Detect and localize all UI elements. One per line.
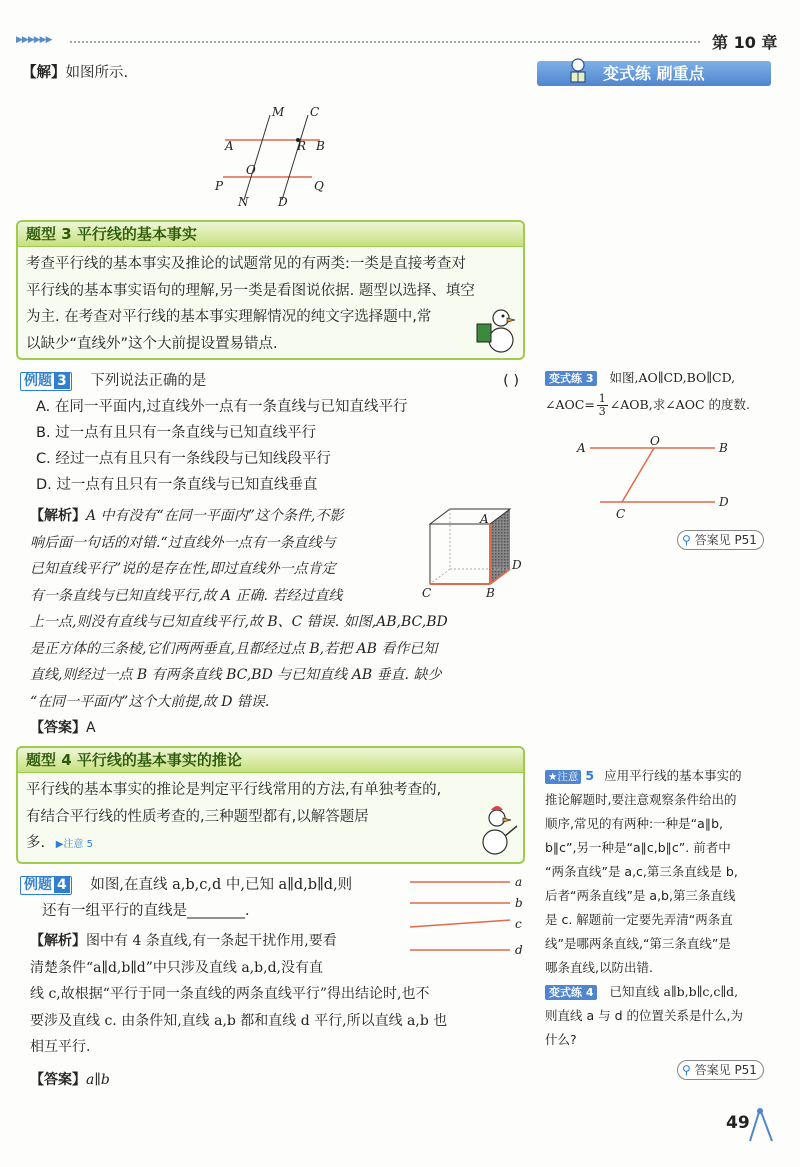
- answer-value: A: [86, 720, 96, 736]
- variant-4-line: 已知直线 a∥b,b∥c,c∥d,: [609, 984, 739, 999]
- variant-4-line: 则直线 a 与 d 的位置关系是什么,为: [545, 1008, 743, 1023]
- line-c: [410, 920, 510, 927]
- type-3-line: 以缺少“直线外”这个大前提设置易错点.: [26, 335, 278, 352]
- line-label-c: c: [515, 917, 522, 931]
- variant-3-label: 变式练 3: [545, 371, 597, 386]
- analysis-line: 响后面一句话的对错.“过直线外一点有一条直线与: [30, 534, 336, 551]
- key-icon: ⚲: [682, 533, 691, 547]
- type-3-line: 为主. 在考查对平行线的基本事实理解情况的纯文字选择题中,常: [26, 309, 432, 325]
- line-cd: [282, 115, 308, 200]
- label-n: N: [238, 195, 249, 209]
- page-number: 49: [726, 1113, 750, 1133]
- note-5-line: “两条直线”是 a,c,第三条直线是 b,: [545, 864, 738, 879]
- note-5-reference-link[interactable]: ▶注意 5: [55, 839, 93, 850]
- type-3-line: 考查平行线的基本事实及推论的试题常见的有两类:一类是直接考查对: [26, 256, 466, 272]
- cube-label-a: A: [480, 512, 489, 526]
- cube-label-b: B: [486, 586, 495, 600]
- line-label-d: d: [515, 943, 523, 957]
- example-4-analysis: [30, 928, 525, 1093]
- variant-practice-banner: [537, 61, 771, 86]
- analysis-line: 已知直线平行”说的是存在性,即过直线外一点肯定: [30, 561, 336, 577]
- variant-4: [545, 980, 775, 1052]
- cube-shaded-face: [490, 509, 510, 584]
- variant-3-angle-eq: ∠AOC=: [545, 397, 595, 412]
- chapter-title: 第 10 章: [712, 33, 778, 52]
- note-5-line: 是 c. 解题前一定要先弄清“两条直: [545, 912, 733, 927]
- example-3: [20, 368, 525, 498]
- duck-reading-icon: [473, 302, 519, 354]
- label-q: Q: [314, 179, 324, 193]
- label-b: B: [316, 139, 325, 153]
- answer-ref-text: 答案见 P51: [694, 533, 757, 547]
- fraction-numerator: 1: [598, 391, 606, 405]
- answer-value: a∥b: [86, 1071, 110, 1088]
- fig-label-a: A: [577, 441, 586, 455]
- analysis-line: 要涉及直线 c. 由条件知,直线 a,b 都和直线 d 平行,所以直线 a,b 也: [30, 1012, 448, 1029]
- variant-3-figure: [570, 432, 750, 522]
- key-icon: ⚲: [682, 1063, 691, 1077]
- note-5-label: ★注意: [545, 770, 581, 784]
- analysis-line: 上一点,则没有直线与已知直线平行,故 B、C 错误. 如图,AB,BC,BD: [30, 614, 448, 630]
- variant-4-answer-ref[interactable]: [677, 1060, 764, 1080]
- note-5-number: 5: [585, 768, 595, 783]
- note-5: [545, 764, 775, 980]
- question-type-4-box: [16, 746, 525, 864]
- analysis-line: 是正方体的三条棱,它们两两垂直,且都经过点 B,若把 AB 看作已知: [30, 640, 438, 657]
- analysis-line: 直线,则经过一点 B 有两条直线 BC,BD 与已知直线 AB 垂直. 缺少: [30, 667, 442, 683]
- example-4-question-cont: 还有一组平行的直线是________.: [42, 903, 250, 919]
- note-5-line: 线”是哪两条直线,“第三条直线”是: [545, 936, 731, 951]
- note-5-line: b∥c”,另一种是“a∥c,b∥c”. 前者中: [545, 840, 731, 855]
- cube-label-d: D: [512, 558, 522, 572]
- note-5-line: 顺序,常见的有两种:一种是“a∥b,: [545, 816, 723, 831]
- line-label-a: a: [515, 875, 523, 889]
- intro-line: [22, 60, 128, 86]
- type-4-line: 平行线的基本事实的推论是判定平行线常用的方法,有单独考查的,: [26, 782, 442, 798]
- note-5-line: 应用平行线的基本事实的: [604, 768, 742, 783]
- note-5-line: 后者“两条直线”是 a,b,第三条直线: [545, 888, 736, 903]
- analysis-line: 有一条直线与已知直线平行,故 A 正确. 若经过直线: [30, 587, 343, 604]
- analysis-line: “在同一平面内”这个大前提,故 D 错误.: [30, 693, 270, 710]
- note-5-line: 推论解题时,要注意观察条件给出的: [545, 792, 737, 807]
- analysis-line: 图中有 4 条直线,有一条起干扰作用,要看: [86, 933, 337, 949]
- option-a: A. 在同一平面内,过直线外一点有一条直线与已知直线平行: [36, 399, 408, 415]
- type-3-heading: 题型 3 平行线的基本事实: [18, 222, 523, 247]
- analysis-line: A 中有没有“在同一平面内”这个条件,不影: [86, 508, 344, 524]
- example-4-label: 例题 4: [20, 876, 72, 895]
- answer-ref-text: 答案见 P51: [694, 1063, 757, 1077]
- note-5-line: 哪条直线,以防出错.: [545, 960, 653, 975]
- answer-label: 【答案】: [30, 720, 86, 736]
- student-reading-icon: [563, 55, 593, 85]
- analysis-label: 【解析】: [30, 508, 86, 524]
- page-number-badge: [720, 1105, 782, 1145]
- label-a: A: [225, 139, 234, 153]
- type-4-line: 有结合平行线的性质考查的,三种题型都有,以解答题居: [26, 808, 369, 825]
- option-c: C. 经过一点有且只有一条线段与已知线段平行: [36, 451, 331, 467]
- analysis-line: 线 c,故根据“平行于同一条直线的两条直线平行”得出结论时,也不: [30, 986, 430, 1002]
- line-mn: [244, 115, 270, 200]
- intro-text: 如图所示.: [65, 65, 129, 81]
- label-m: M: [272, 105, 285, 119]
- banner-title: 变式练 刷重点: [603, 64, 705, 83]
- header-dotted-rule: [70, 41, 700, 43]
- parallel-lines-figure: [200, 100, 360, 212]
- option-b: B. 过一点有且只有一条直线与已知直线平行: [36, 425, 317, 441]
- variant-4-label: 变式练 4: [545, 985, 597, 1000]
- line-oc: [622, 448, 654, 502]
- fig-label-o: O: [650, 434, 660, 448]
- variant-3-line-2: [545, 390, 775, 420]
- variant-4-line: 什么?: [545, 1032, 577, 1047]
- example-4: [20, 872, 415, 924]
- cube-label-c: C: [422, 586, 432, 600]
- fig-label-d: D: [719, 495, 729, 509]
- solution-label: 【解】: [22, 65, 66, 81]
- cube-figure: [420, 505, 525, 600]
- analysis-label: 【解析】: [30, 933, 86, 949]
- type-4-heading: 题型 4 平行线的基本事实的推论: [18, 748, 523, 773]
- fraction-denominator: 3: [598, 404, 606, 418]
- variant-3-angle-rest: ∠AOB,求∠AOC 的度数.: [609, 397, 750, 412]
- star-icon: ★: [548, 771, 558, 783]
- label-r: R: [297, 139, 307, 153]
- question-type-3-box: [16, 220, 525, 360]
- answer-label: 【答案】: [30, 1071, 86, 1088]
- header-arrows-icon: ▶▶▶▶▶▶: [16, 35, 52, 45]
- fraction: [597, 393, 608, 418]
- option-d: D. 过一点有且只有一条直线与已知直线垂直: [36, 477, 318, 493]
- fig-label-c: C: [616, 507, 626, 521]
- duck-pointing-icon: [473, 800, 519, 858]
- type-3-line: 平行线的基本事实语句的理解,另一类是看图说依据. 题型以选择、填空: [26, 282, 475, 299]
- label-d: D: [278, 195, 288, 209]
- type-4-line: 多.: [26, 835, 46, 851]
- label-o: O: [246, 163, 256, 177]
- label-p: P: [215, 179, 224, 193]
- analysis-line: 清楚条件“a∥d,b∥d”中只涉及直线 a,b,d,没有直: [30, 959, 324, 976]
- label-c: C: [310, 105, 320, 119]
- variant-3-line-1: 如图,AO∥CD,BO∥CD,: [609, 370, 736, 385]
- fig-label-b: B: [719, 441, 728, 455]
- example-3-question: 下列说法正确的是: [90, 373, 207, 389]
- example-4-question: 如图,在直线 a,b,c,d 中,已知 a∥d,b∥d,则: [90, 877, 353, 893]
- variant-3-answer-ref[interactable]: [677, 530, 764, 550]
- example-3-label: 例题 3: [20, 372, 72, 391]
- analysis-line: 相互平行.: [30, 1039, 91, 1055]
- variant-3: [545, 366, 775, 420]
- answer-blank-paren: ( ): [503, 373, 519, 389]
- line-label-b: b: [515, 896, 523, 910]
